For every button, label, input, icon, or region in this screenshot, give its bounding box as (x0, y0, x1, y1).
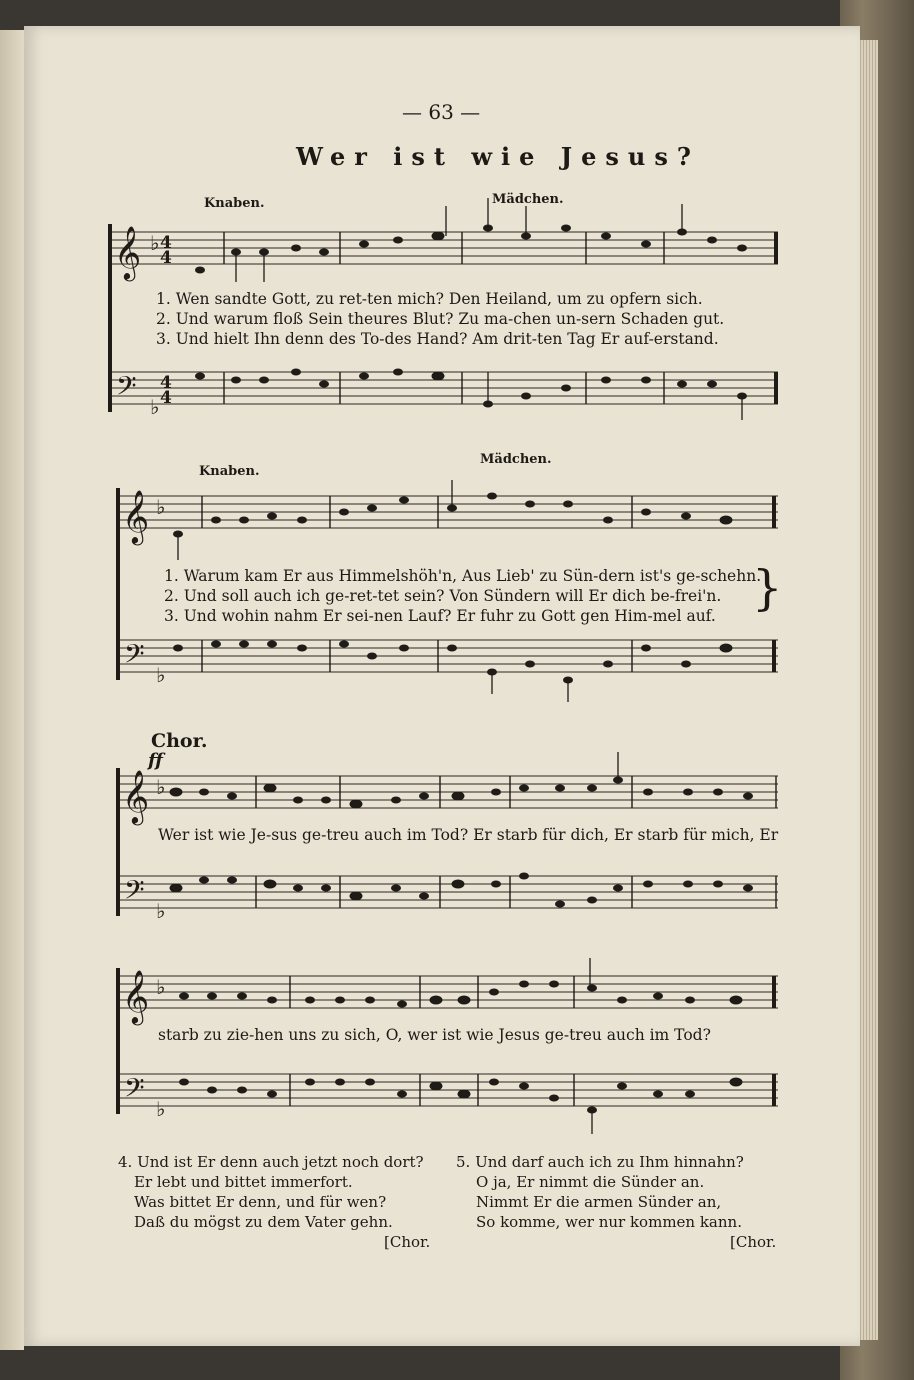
svg-text:𝄢: 𝄢 (116, 370, 137, 408)
verse-4-line-1: 4. Und ist Er denn auch jetzt noch dort? (118, 1153, 424, 1171)
lyrics-s2-v1: 1. Warum kam Er aus Himmelshöh'n, Aus Lieb' zu Sün-dern ist's ge-schehn. (164, 567, 762, 585)
voice-label-boys-1: Knaben. (204, 196, 265, 211)
svg-text:𝄞: 𝄞 (122, 489, 150, 543)
svg-text:♭: ♭ (156, 899, 166, 923)
svg-text:♭: ♭ (156, 495, 166, 519)
verse-5-line-3: Nimmt Er die armen Sünder an, (476, 1193, 722, 1211)
verse-5-line-4: So komme, wer nur kommen kann. (476, 1213, 742, 1231)
page-number: — 63 — (402, 100, 481, 124)
svg-text:♭: ♭ (156, 975, 166, 999)
verse-brace: } (752, 560, 783, 616)
svg-text:𝄢: 𝄢 (124, 874, 145, 912)
svg-text:♭: ♭ (150, 231, 160, 255)
left-page-edge (0, 30, 24, 1350)
svg-text:♭: ♭ (156, 1097, 166, 1121)
svg-text:4: 4 (160, 233, 172, 253)
svg-text:𝄢: 𝄢 (124, 1072, 145, 1110)
svg-text:𝄞: 𝄞 (122, 769, 150, 823)
verse-5 (456, 1152, 744, 1232)
lyrics-s2-v3: 3. Und wohin nahm Er sei-nen Lauf? Er fuhr zu Gott gen Him-mel auf. (164, 607, 716, 625)
svg-text:𝄞: 𝄞 (114, 225, 142, 279)
svg-text:♭: ♭ (150, 395, 160, 419)
svg-text:4: 4 (160, 248, 172, 268)
hymn-title: Wer ist wie Jesus? (296, 142, 700, 171)
lyrics-s1-v1: 1. Wen sandte Gott, zu ret-ten mich? Den Heiland, um zu opfern sich. (156, 290, 703, 308)
chorus-heading: Chor. (151, 730, 208, 752)
svg-text:4: 4 (160, 373, 172, 393)
voice-label-girls-2: Mädchen. (480, 452, 552, 467)
hymn-page (24, 26, 860, 1346)
svg-text:𝄢: 𝄢 (124, 638, 145, 676)
svg-text:𝄞: 𝄞 (122, 969, 150, 1023)
voice-label-boys-2: Knaben. (199, 464, 260, 479)
verse-4-line-4: Daß du mögst zu dem Vater gehn. (134, 1213, 393, 1231)
svg-text:♭: ♭ (156, 663, 166, 687)
chorus-lyrics-line-2: starb zu zie-hen uns zu sich, O, wer ist wie Jesus ge-treu auch im Tod? (158, 1026, 711, 1044)
verse-4-line-3: Was bittet Er denn, und für wen? (134, 1193, 387, 1211)
svg-text:♭: ♭ (156, 775, 166, 799)
verse-4-line-2: Er lebt und bittet immerfort. (134, 1173, 353, 1191)
dynamic-marking: ff (148, 750, 163, 771)
verse-4 (118, 1152, 424, 1232)
lyrics-s1-v2: 2. Und warum floß Sein theures Blut? Zu ma-chen un-sern Schaden gut. (156, 310, 725, 328)
verse-4-chorus-ref: [Chor. (384, 1233, 431, 1251)
verse-5-line-1: 5. Und darf auch ich zu Ihm hinnahn? (456, 1153, 744, 1171)
voice-label-girls-1: Mädchen. (492, 192, 564, 207)
lyrics-s1-v3: 3. Und hielt Ihn denn des To-des Hand? Am drit-ten Tag Er auf-erstand. (156, 330, 719, 348)
lyrics-s2-v2: 2. Und soll auch ich ge-ret-tet sein? Von Sündern will Er dich be-frei'n. (164, 587, 722, 605)
verse-5-line-2: O ja, Er nimmt die Sünder an. (476, 1173, 705, 1191)
chorus-lyrics-line-1: Wer ist wie Je-sus ge-treu auch im Tod? Er starb für dich, Er starb für mich, Er (158, 826, 779, 844)
verse-5-chorus-ref: [Chor. (730, 1233, 777, 1251)
svg-text:4: 4 (160, 388, 172, 408)
